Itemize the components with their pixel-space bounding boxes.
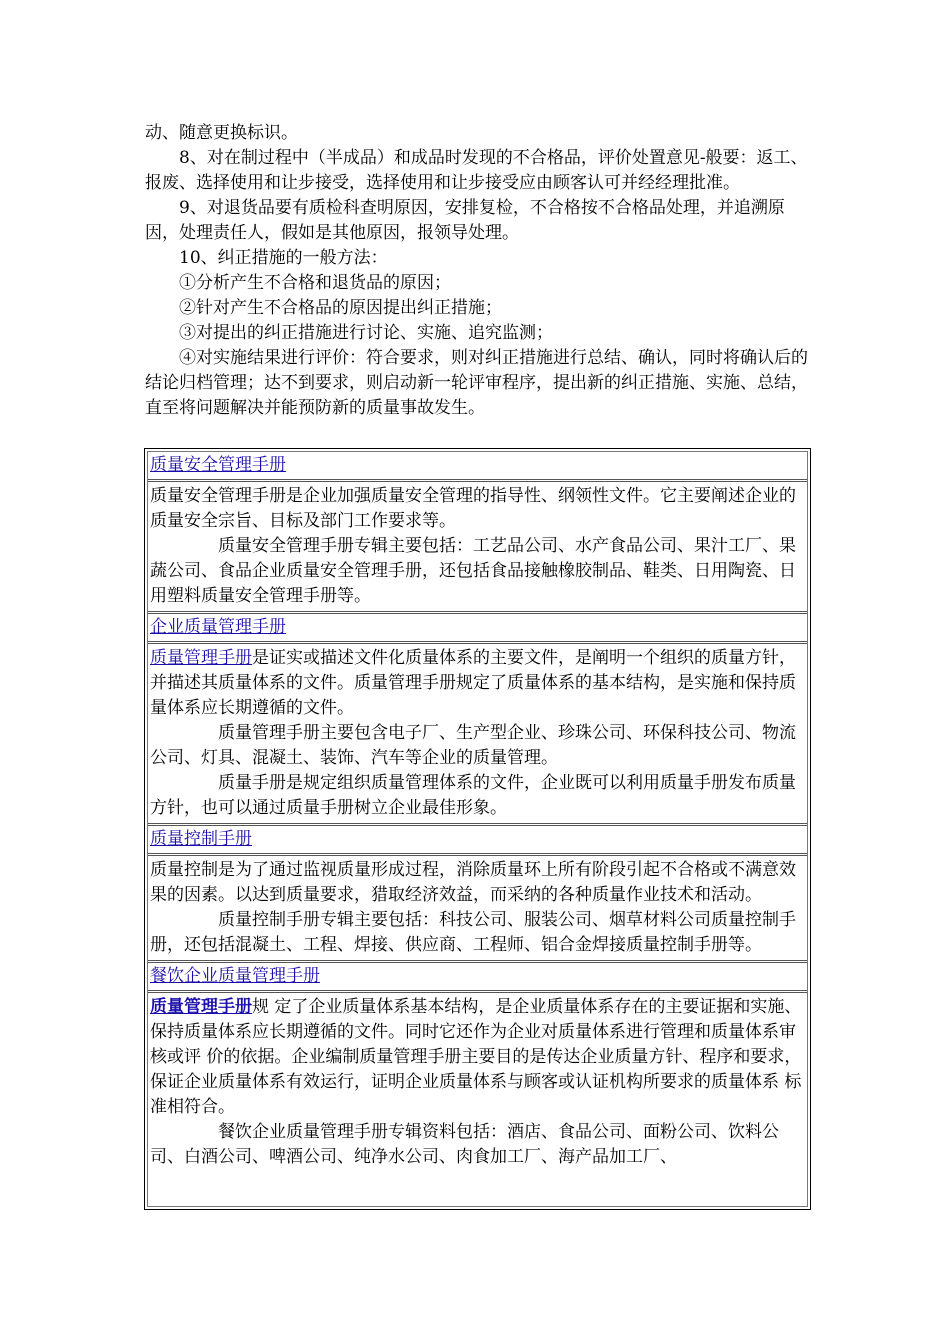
- manual-table: [144, 448, 811, 1210]
- paragraph: 质量控制手册专辑主要包括：科技公司、服装公司、烟草材料公司质量控制手册，还包括混凝土、工程、焊接、供应商、工程师、铝合金焊接质量控制手册等。: [150, 910, 796, 955]
- step-2: ②针对产生不合格品的原因提出纠正措施；: [179, 298, 502, 318]
- section-body-catering-quality: [148, 993, 807, 1172]
- item-10: 10、纠正措施的一般方法：: [179, 248, 388, 268]
- enterprise-quality-manual-link[interactable]: 企业质量管理手册: [150, 617, 286, 637]
- step-3: ③对提出的纠正措施进行讨论、实施、追究监测；: [179, 323, 553, 343]
- section-header-quality-safety: [148, 452, 807, 482]
- paragraph-text: 是证实或描述文件化质量体系的主要文件，是阐明一个组织的质量方针，并描述其质量体系的文件。质量管理手册规定了质量体系的基本结构，是实施和保持质量体系应长期遵循的文件。: [150, 648, 796, 718]
- paragraph-text: 规 定了企业质量体系基本结构，是企业质量体系存在的主要证据和实施、保持质量体系应长期遵循的文件。同时它还作为企业对质量体系进行管理和质量体系审核或评 价的依据。企业编制质量管理手册主要目的是传达企业质量方针、程序和要求，保证企业质量体系有效运行，证明企业质量体系与顾客或认证机构所要求的质量体系 标准相符合。: [150, 997, 802, 1117]
- quality-manual-inline-link[interactable]: 质量管理手册: [150, 648, 252, 668]
- section-body-quality-safety: [148, 482, 807, 614]
- step-1: ①分析产生不合格和退货品的原因；: [179, 273, 451, 293]
- catering-quality-manual-link[interactable]: 餐饮企业质量管理手册: [150, 966, 320, 986]
- paragraph: 质量安全管理手册专辑主要包括：工艺品公司、水产食品公司、果汁工厂、果蔬公司、食品企业质量安全管理手册，还包括食品接触橡胶制品、鞋类、日用陶瓷、日用塑料质量安全管理手册等。: [150, 536, 796, 606]
- quality-control-manual-link[interactable]: 质量控制手册: [150, 829, 252, 849]
- item-8: 8、对在制过程中（半成品）和成品时发现的不合格品，评价处置意见-般要：返工、报废、选择使用和让步接受，选择使用和让步接受应由顾客认可并经经理批准。: [145, 148, 808, 193]
- paragraph: 质量控制是为了通过监视质量形成过程，消除质量环上所有阶段引起不合格或不满意效果的因素。以达到质量要求，猎取经济效益，而采纳的各种质量作业技术和活动。: [150, 860, 796, 905]
- manual-table-inner: [147, 451, 808, 1207]
- paragraph: 质量管理手册主要包含电子厂、生产型企业、珍珠公司、环保科技公司、物流公司、灯具、混凝土、装饰、汽车等企业的质量管理。: [150, 723, 796, 768]
- quality-safety-manual-link[interactable]: 质量安全管理手册: [150, 455, 286, 475]
- section-body-quality-control: [148, 856, 807, 963]
- section-body-enterprise-quality: [148, 644, 807, 826]
- paragraph: [150, 995, 805, 1120]
- paragraph: 质量手册是规定组织质量管理体系的文件，企业既可以利用质量手册发布质量方针，也可以通过质量手册树立企业最佳形象。: [150, 773, 796, 818]
- continued-line: 动、随意更换标识。: [145, 123, 298, 143]
- paragraph: [150, 646, 805, 721]
- item-9: 9、对退货品要有质检科查明原因，安排复检，不合格按不合格品处理，并追溯原因，处理责任人，假如是其他原因，报领导处理。: [145, 198, 785, 243]
- intro-text: [145, 121, 810, 421]
- section-header-enterprise-quality: [148, 614, 807, 644]
- paragraph: 质量安全管理手册是企业加强质量安全管理的指导性、纲领性文件。它主要阐述企业的质量安全宗旨、目标及部门工作要求等。: [150, 486, 796, 531]
- section-header-catering-quality: [148, 963, 807, 993]
- step-4: ④对实施结果进行评价：符合要求，则对纠正措施进行总结、确认，同时将确认后的结论归档管理；达不到要求，则启动新一轮评审程序，提出新的纠正措施、实施、总结，直至将问题解决并能预防新的质量事故发生。: [145, 348, 808, 418]
- section-header-quality-control: [148, 826, 807, 856]
- quality-manual-bold-link[interactable]: 质量管理手册: [150, 997, 252, 1017]
- paragraph: 餐饮企业质量管理手册专辑资料包括：酒店、食品公司、面粉公司、饮料公司、白酒公司、啤酒公司、纯净水公司、肉食加工厂、海产品加工厂、: [150, 1122, 779, 1167]
